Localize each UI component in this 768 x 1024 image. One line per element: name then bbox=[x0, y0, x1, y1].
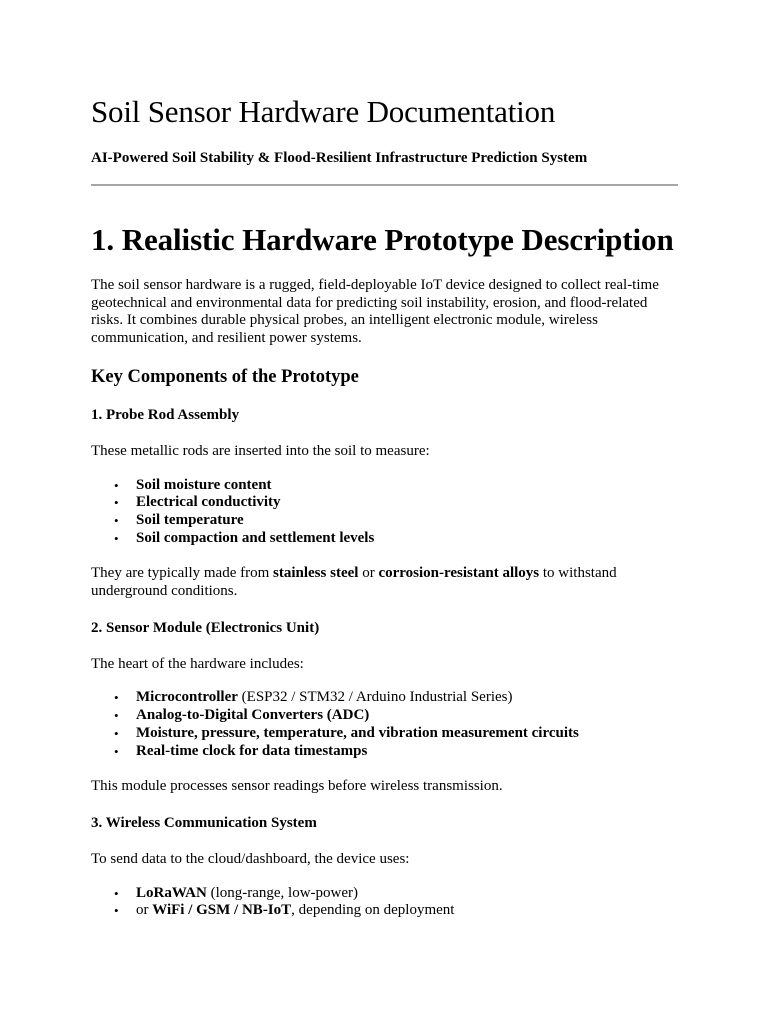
bullet-icon: • bbox=[114, 708, 119, 724]
section-heading: 1. Realistic Hardware Prototype Description bbox=[91, 222, 674, 257]
sensor-module-lead: The heart of the hardware includes: bbox=[91, 655, 304, 672]
bullet-icon: • bbox=[114, 512, 119, 528]
wireless-lead: To send data to the cloud/dashboard, the device uses: bbox=[91, 850, 410, 867]
bullet-icon: • bbox=[114, 903, 119, 919]
list-item: • Real-time clock for data timestamps bbox=[114, 742, 368, 759]
horizontal-divider bbox=[91, 184, 678, 186]
list-item: • Moisture, pressure, temperature, and vibration measurement circuits bbox=[114, 724, 579, 741]
bullet-icon: • bbox=[114, 477, 119, 493]
bullet-icon: • bbox=[114, 530, 119, 546]
probe-lead: These metallic rods are inserted into the soil to measure: bbox=[91, 442, 430, 459]
bullet-icon: • bbox=[114, 690, 119, 706]
wireless-list bbox=[91, 885, 678, 920]
probe-heading: 1. Probe Rod Assembly bbox=[91, 406, 240, 423]
document-title: Soil Sensor Hardware Documentation bbox=[91, 94, 556, 129]
sensor-module-note: This module processes sensor readings before wireless transmission. bbox=[91, 778, 503, 795]
bullet-icon: • bbox=[114, 885, 119, 901]
list-item: • LoRaWAN (long-range, low-power) bbox=[114, 884, 359, 901]
document-subtitle: AI-Powered Soil Stability & Flood-Resilient Infrastructure Prediction System bbox=[91, 150, 588, 166]
list-item: • Electrical conductivity bbox=[114, 494, 281, 511]
list-item: • Soil compaction and settlement levels bbox=[114, 529, 375, 546]
wireless-heading: 3. Wireless Communication System bbox=[91, 814, 317, 831]
list-item: • or WiFi / GSM / NB-IoT, depending on deployment bbox=[114, 902, 455, 919]
bullet-icon: • bbox=[114, 725, 119, 741]
probe-material-note: They are typically made from stainless steel or corrosion-resistant alloys to withstand underground conditions. bbox=[91, 565, 617, 600]
intro-paragraph: The soil sensor hardware is a rugged, field-deployable IoT device designed to collect real-time geotechnical and environmental data for predicting soil instability, erosion, and flood-related risks. It combines durable physical probes, an intelligent electronic module, wireless communication, and resilient power systems. bbox=[91, 277, 659, 347]
bullet-icon: • bbox=[114, 743, 119, 759]
list-item: • Soil temperature bbox=[114, 511, 244, 528]
list-item: • Microcontroller (ESP32 / STM32 / Arduino Industrial Series) bbox=[114, 689, 513, 706]
list-item: • Analog-to-Digital Converters (ADC) bbox=[114, 707, 370, 724]
bullet-icon: • bbox=[114, 495, 119, 511]
sensor-module-list bbox=[91, 689, 678, 760]
sensor-module-heading: 2. Sensor Module (Electronics Unit) bbox=[91, 619, 320, 636]
probe-measurements-list bbox=[91, 477, 678, 548]
key-components-heading: Key Components of the Prototype bbox=[91, 366, 359, 387]
list-item: • Soil moisture content bbox=[114, 476, 272, 493]
